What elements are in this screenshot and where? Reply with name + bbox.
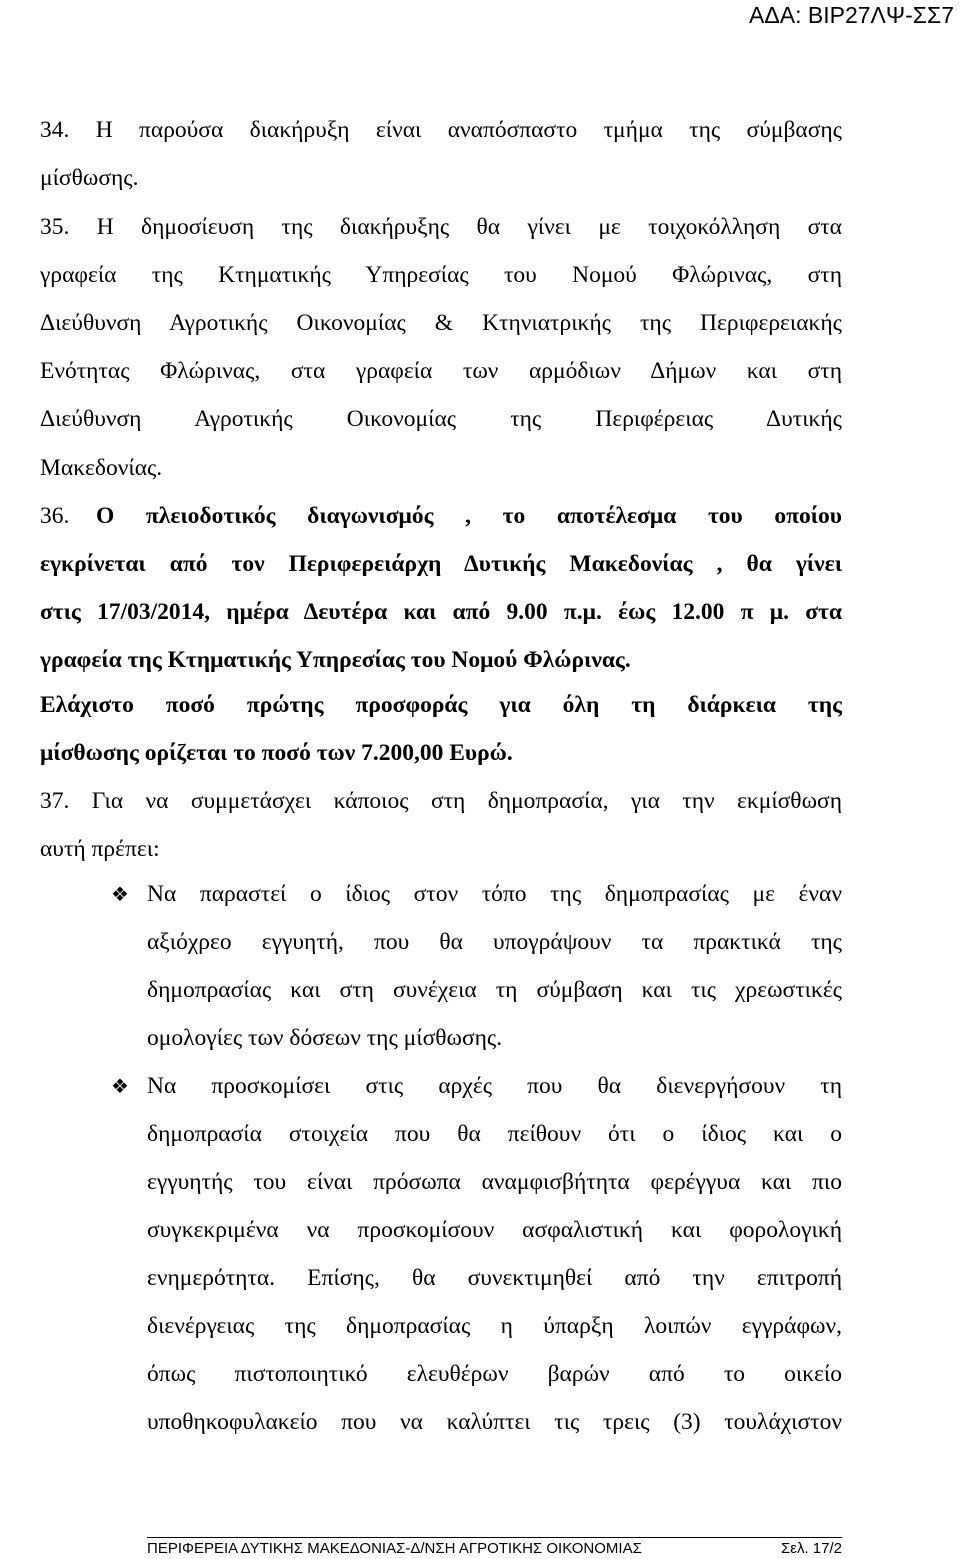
minimum-bid-line-2: μίσθωσης ορίζεται το ποσό των 7.200,00 Ευρώ. bbox=[40, 740, 513, 766]
footer-text: ΠΕΡΙΦΕΡΕΙΑ ΔΥΤΙΚΗΣ ΜΑΚΕΔΟΝΙΑΣ-Δ/ΝΣΗ ΑΓΡΟΤΙΚΗΣ ΟΙΚΟΝΟΜΙΑΣ bbox=[147, 1540, 642, 1557]
four-diamond-bullet-icon: ❖ bbox=[111, 1074, 129, 1098]
item-35-line-6: Μακεδονίας. bbox=[40, 455, 163, 481]
four-diamond-bullet-icon: ❖ bbox=[111, 882, 129, 906]
item-34-line-2: μίσθωσης. bbox=[40, 165, 139, 191]
minimum-bid-line-1: Ελάχιστο ποσό πρώτης προσφοράς για όλη τη διάρκεια της bbox=[40, 692, 842, 718]
item-35-line-5: Διεύθυνση Αγροτικής Οικονομίας της Περιφέρειας Δυτικής bbox=[40, 406, 842, 432]
item-36-line-4: γραφεία της Κτηματικής Υπηρεσίας του Νομού Φλώρινας. bbox=[40, 647, 631, 673]
bullet-1-line-1: Να παραστεί ο ίδιος στον τόπο της δημοπρασίας με έναν bbox=[147, 881, 842, 907]
item-35-line-4: Ενότητας Φλώρινας, στα γραφεία των αρμόδιων Δήμων και στη bbox=[40, 358, 842, 384]
page-number: Σελ. 17/2 bbox=[781, 1540, 842, 1557]
bullet-1-line-3: δημοπρασίας και στη συνέχεια τη σύμβαση και τις χρεωστικές bbox=[147, 977, 842, 1003]
ada-code: ΑΔΑ: ΒΙΡ27ΛΨ-ΣΣ7 bbox=[749, 2, 954, 28]
item-34-line-1: 34. Η παρούσα διακήρυξη είναι αναπόσπαστο τμήμα της σύμβασης bbox=[40, 117, 842, 143]
item-35-line-1: 35. Η δημοσίευση της διακήρυξης θα γίνει με τοιχοκόλληση στα bbox=[40, 214, 842, 240]
bullet-1-line-4: ομολογίες των δόσεων της μίσθωσης. bbox=[147, 1025, 503, 1051]
bullet-2-line-7: όπως πιστοποιητικό ελευθέρων βαρών από το οικείο bbox=[147, 1361, 842, 1387]
bullet-2-line-4: συγκεκριμένα να προσκομίσουν ασφαλιστική και φορολογική bbox=[147, 1217, 842, 1243]
bullet-1-line-2: αξιόχρεο εγγυητή, που θα υπογράψουν τα πρακτικά της bbox=[147, 929, 842, 955]
item-37-line-2: αυτή πρέπει: bbox=[40, 836, 160, 862]
bullet-2-line-3: εγγυητής του είναι πρόσωπα αναμφισβήτητα φερέγγυα και πιο bbox=[147, 1169, 842, 1195]
item-36-line-3: στις 17/03/2014, ημέρα Δευτέρα και από 9.00 π.μ. έως 12.00 π μ. στα bbox=[40, 599, 842, 625]
item-37-line-1: 37. Για να συμμετάσχει κάποιος στη δημοπρασία, για την εκμίσθωση bbox=[40, 788, 842, 814]
bullet-2-line-8: υποθηκοφυλακείο που να καλύπτει τις τρεις (3) τουλάχιστον bbox=[147, 1409, 842, 1435]
bullet-2-line-2: δημοπρασία στοιχεία που θα πείθουν ότι ο ίδιος και ο bbox=[147, 1121, 842, 1147]
item-36-line-1: Ο πλειοδοτικός διαγωνισμός , το αποτέλεσμα του οποίου bbox=[96, 503, 842, 529]
bullet-2-line-5: ενημερότητα. Επίσης, θα συνεκτιμηθεί από την επιτροπή bbox=[147, 1265, 842, 1291]
item-36-line-2: εγκρίνεται από τον Περιφερειάρχη Δυτικής Μακεδονίας , θα γίνει bbox=[40, 551, 842, 577]
item-36-number: 36. bbox=[40, 503, 70, 529]
bullet-2-line-1: Να προσκομίσει στις αρχές που θα διενεργήσουν τη bbox=[147, 1073, 842, 1099]
item-35-line-3: Διεύθυνση Αγροτικής Οικονομίας & Κτηνιατρικής της Περιφερειακής bbox=[40, 310, 842, 336]
bullet-2-line-6: διενέργειας της δημοπρασίας η ύπαρξη λοιπών εγγράφων, bbox=[147, 1313, 842, 1339]
item-35-line-2: γραφεία της Κτηματικής Υπηρεσίας του Νομού Φλώρινας, στη bbox=[40, 262, 842, 288]
page-footer bbox=[147, 1537, 842, 1558]
